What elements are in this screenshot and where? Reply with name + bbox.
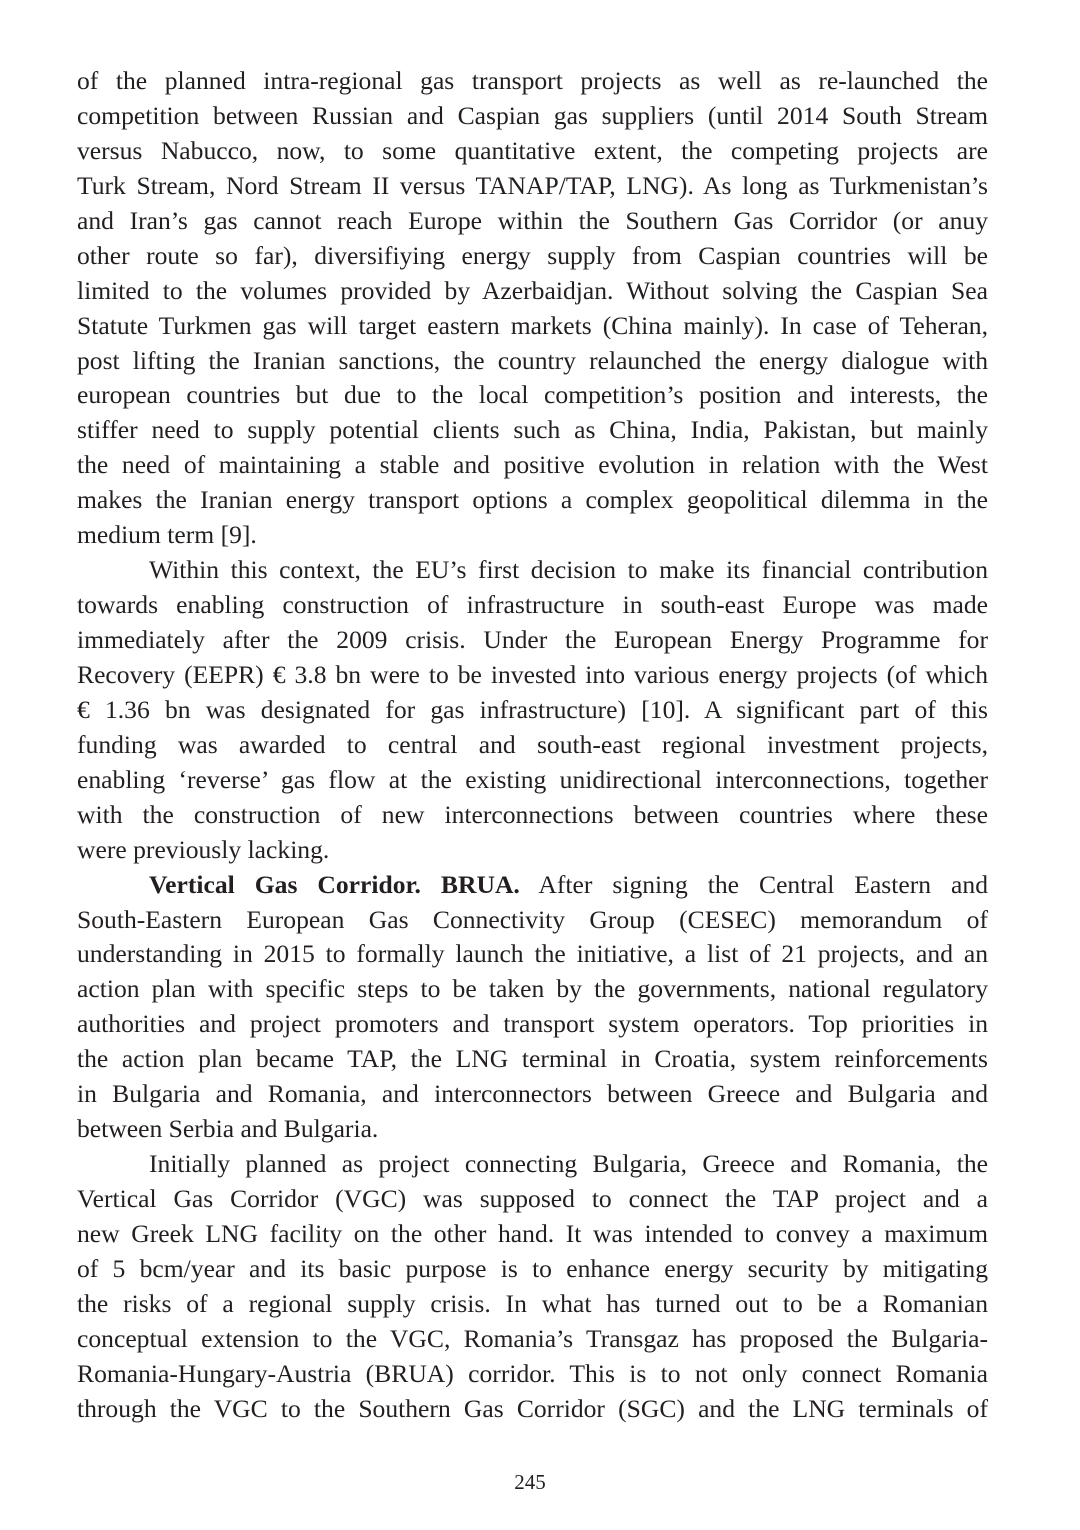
text-line: limited to the volumes provided by Azerbaidjan. Without solving the Caspian Sea	[77, 275, 988, 305]
text-line: european countries but due to the local competition’s position and interests, the	[77, 380, 988, 410]
text-line: medium term [9].	[77, 520, 257, 550]
text-line: Turk Stream, Nord Stream II versus TANAP/TAP, LNG). As long as Turkmenistan’s	[77, 170, 988, 200]
text-line: through the VGC to the Southern Gas Corridor (SGC) and the LNG terminals of	[77, 1393, 988, 1423]
text-line: of the planned intra-regional gas transport projects as well as re-launched the	[77, 66, 988, 95]
text-line: competition between Russian and Caspian gas suppliers (until 2014 South Stream	[77, 100, 988, 130]
text-line: the risks of a regional supply crisis. In what has turned out to be a Romanian	[77, 1288, 988, 1318]
text-line: Statute Turkmen gas will target eastern markets (China mainly). In case of Teheran,	[77, 310, 988, 340]
text-line: the action plan became TAP, the LNG terminal in Croatia, system reinforcements	[77, 1044, 988, 1074]
text-line: authorities and project promoters and transport system operators. Top priorities in	[77, 1009, 988, 1039]
section-heading: Vertical Gas Corridor. BRUA.	[149, 869, 520, 899]
text-line: other route so far), diversifiying energy supply from Caspian countries will be	[77, 240, 988, 270]
paragraph	[77, 553, 988, 867]
text-line: action plan with specific steps to be taken by the governments, national regulatory	[77, 974, 988, 1004]
text-line: new Greek LNG facility on the other hand. It was intended to convey a maximum	[77, 1218, 988, 1248]
paragraph	[77, 868, 988, 1148]
text-line	[77, 868, 988, 903]
text-line: versus Nabucco, now, to some quantitative extent, the competing projects are	[77, 135, 988, 165]
text-line: makes the Iranian energy transport options a complex geopolitical dilemma in the	[77, 485, 988, 515]
text-line: in Bulgaria and Romania, and interconnectors between Greece and Bulgaria and	[77, 1079, 988, 1109]
text-line: with the construction of new interconnections between countries where these	[77, 799, 988, 829]
paragraph	[77, 64, 988, 553]
text-line: immediately after the 2009 crisis. Under the European Energy Programme for	[77, 625, 988, 654]
text-line: € 1.36 bn was designated for gas infrastructure) [10]. A significant part of this	[77, 694, 988, 724]
text-line: post lifting the Iranian sanctions, the country relaunched the energy dialogue with	[77, 345, 988, 375]
text-line: South-Eastern European Gas Connectivity Group (CESEC) memorandum of	[77, 904, 988, 934]
text-line: and Iran’s gas cannot reach Europe within the Southern Gas Corridor (or anuy	[77, 205, 988, 235]
text-line: Romania-Hungary-Austria (BRUA) corridor. This is to not only connect Romania	[77, 1358, 988, 1388]
paragraph	[77, 1147, 988, 1427]
text-line: stiffer need to supply potential clients such as China, India, Pakistan, but mainly	[77, 415, 988, 445]
text-line: understanding in 2015 to formally launch the initiative, a list of 21 projects, and an	[77, 939, 988, 969]
body-text	[77, 64, 988, 1427]
line-text: After signing the Central Eastern and	[519, 869, 988, 899]
text-line: the need of maintaining a stable and positive evolution in relation with the West	[77, 450, 988, 480]
page-number: 245	[514, 1470, 546, 1494]
text-line: Recovery (EEPR) € 3.8 bn were to be invested into various energy projects (of which	[77, 659, 988, 689]
text-line: Vertical Gas Corridor (VGC) was supposed to connect the TAP project and a	[77, 1184, 988, 1213]
text-line: of 5 bcm/year and its basic purpose is to enhance energy security by mitigating	[77, 1253, 988, 1283]
text-line: Initially planned as project connecting Bulgaria, Greece and Romania, the	[149, 1149, 988, 1179]
text-line: enabling ‘reverse’ gas flow at the existing unidirectional interconnections, together	[77, 764, 988, 794]
text-line: towards enabling construction of infrastructure in south-east Europe was made	[77, 590, 988, 620]
text-line: between Serbia and Bulgaria.	[77, 1114, 379, 1144]
text-line: were previously lacking.	[77, 834, 330, 864]
text-line: conceptual extension to the VGC, Romania’s Transgaz has proposed the Bulgaria-	[77, 1323, 988, 1353]
text-line: Within this context, the EU’s first decision to make its financial contribution	[149, 555, 988, 585]
text-line: funding was awarded to central and south-east regional investment projects,	[77, 729, 988, 759]
